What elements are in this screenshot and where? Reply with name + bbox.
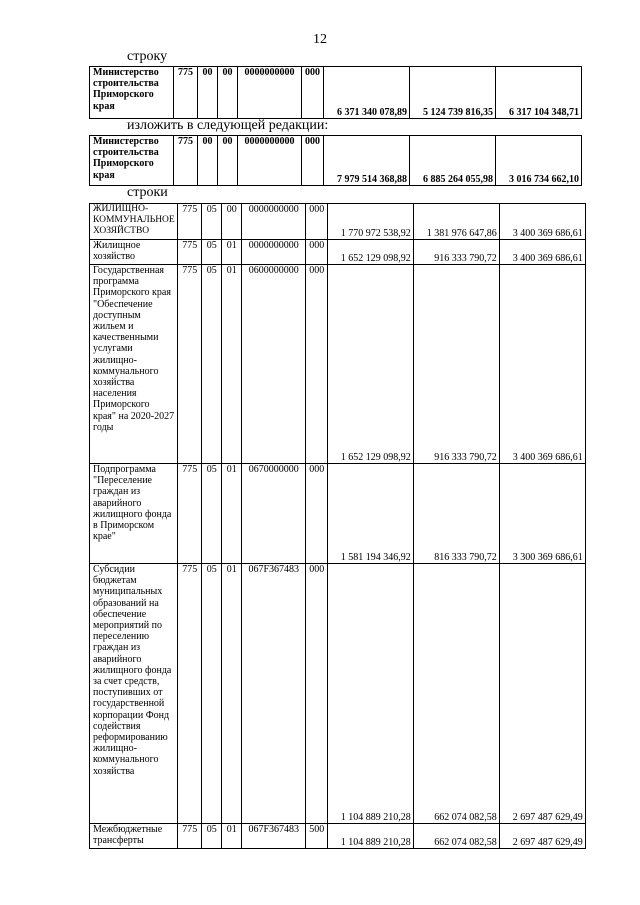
cell-c1: 775 — [177, 564, 201, 824]
table-new — [89, 135, 582, 186]
cell-c4: 0000000000 — [238, 67, 302, 119]
cell-c1: 775 — [177, 824, 201, 849]
cell-c1: 775 — [177, 204, 201, 240]
cell-c1: 775 — [174, 67, 198, 119]
cell-v2: 5 124 739 816,35 — [410, 67, 496, 119]
cell-v1: 1 770 972 538,92 — [327, 204, 413, 240]
table-old — [89, 66, 582, 119]
cell-v3: 3 300 369 686,61 — [499, 464, 585, 564]
table-row — [90, 67, 582, 119]
row-name: Подпрограмма "Переселение граждан из аварийного жилищного фонда в Приморском крае" — [90, 464, 178, 564]
table-row — [90, 824, 586, 849]
table-row — [90, 204, 586, 240]
cell-c4: 0000000000 — [238, 136, 302, 186]
cell-v1: 6 371 340 078,89 — [324, 67, 410, 119]
cell-c5: 000 — [305, 464, 327, 564]
cell-c5: 000 — [305, 265, 327, 464]
cell-c5: 500 — [305, 824, 327, 849]
cell-v3: 3 400 369 686,61 — [499, 265, 585, 464]
cell-c1: 775 — [174, 136, 198, 186]
cell-c4: 0670000000 — [241, 464, 305, 564]
cell-c3: 01 — [221, 464, 241, 564]
cell-c4: 0600000000 — [241, 265, 305, 464]
cell-v2: 662 074 082,58 — [413, 824, 499, 849]
cell-c3: 01 — [221, 240, 241, 265]
cell-c2: 05 — [201, 464, 221, 564]
row-name: Министерство строительства Приморского края — [90, 67, 174, 119]
cell-c1: 775 — [177, 240, 201, 265]
cell-v2: 816 333 790,72 — [413, 464, 499, 564]
page-number: 12 — [313, 32, 327, 47]
label-stroku: строку — [127, 49, 168, 64]
row-name: Министерство строительства Приморского края — [90, 136, 174, 186]
cell-v2: 6 885 264 055,98 — [410, 136, 496, 186]
cell-v1: 7 979 514 368,88 — [324, 136, 410, 186]
cell-v3: 3 400 369 686,61 — [499, 204, 585, 240]
cell-c3: 00 — [221, 204, 241, 240]
cell-v2: 916 333 790,72 — [413, 240, 499, 265]
cell-c4: 0000000000 — [241, 240, 305, 265]
cell-v1: 1 652 129 098,92 — [327, 265, 413, 464]
cell-c3: 01 — [221, 265, 241, 464]
cell-c2: 05 — [201, 564, 221, 824]
row-name: Жилищное хозяйство — [90, 240, 178, 265]
cell-c5: 000 — [302, 136, 324, 186]
cell-v2: 1 381 976 647,86 — [413, 204, 499, 240]
cell-c2: 05 — [201, 824, 221, 849]
cell-c1: 775 — [177, 265, 201, 464]
cell-c4: 067F367483 — [241, 564, 305, 824]
cell-v3: 3 400 369 686,61 — [499, 240, 585, 265]
row-name: Государственная программа Приморского края "Обеспечение доступным жильем и качественными услугами жилищно-коммунального хозяйства населения Приморского края" на 2020-2027 годы — [90, 265, 178, 464]
cell-c4: 067F367483 — [241, 824, 305, 849]
row-name: Субсидии бюджетам муниципальных образований на обеспечение мероприятий по переселению граждан из аварийного жилищного фонда за счет средств, поступивших от государственной корпорации Фонд содействия реформированию жилищно-коммунального хозяйства — [90, 564, 178, 824]
table-row — [90, 240, 586, 265]
row-name: Межбюджетные трансферты — [90, 824, 178, 849]
cell-v1: 1 581 194 346,92 — [327, 464, 413, 564]
cell-v3: 2 697 487 629,49 — [499, 824, 585, 849]
cell-c2: 00 — [198, 136, 218, 186]
cell-c2: 00 — [198, 67, 218, 119]
cell-c2: 05 — [201, 240, 221, 265]
cell-v2: 662 074 082,58 — [413, 564, 499, 824]
cell-v3: 6 317 104 348,71 — [496, 67, 582, 119]
cell-c5: 000 — [305, 204, 327, 240]
cell-c3: 00 — [218, 136, 238, 186]
row-name: ЖИЛИЩНО-КОММУНАЛЬНОЕ ХОЗЯЙСТВО — [90, 204, 178, 240]
table-row — [90, 136, 582, 186]
cell-c4: 0000000000 — [241, 204, 305, 240]
table-row — [90, 464, 586, 564]
cell-v1: 1 104 889 210,28 — [327, 824, 413, 849]
cell-v1: 1 104 889 210,28 — [327, 564, 413, 824]
cell-c5: 000 — [305, 240, 327, 265]
cell-v2: 916 333 790,72 — [413, 265, 499, 464]
table-row — [90, 564, 586, 824]
table-row — [90, 265, 586, 464]
cell-c3: 00 — [218, 67, 238, 119]
cell-v3: 3 016 734 662,10 — [496, 136, 582, 186]
cell-c5: 000 — [305, 564, 327, 824]
cell-c1: 775 — [177, 464, 201, 564]
cell-c5: 000 — [302, 67, 324, 119]
cell-c2: 05 — [201, 204, 221, 240]
cell-v3: 2 697 487 629,49 — [499, 564, 585, 824]
cell-c3: 01 — [221, 564, 241, 824]
label-izlozhit: изложить в следующей редакции: — [127, 118, 329, 133]
cell-v1: 1 652 129 098,92 — [327, 240, 413, 265]
cell-c2: 05 — [201, 265, 221, 464]
label-stroki: строки — [127, 185, 168, 200]
table-main — [89, 203, 586, 849]
cell-c3: 01 — [221, 824, 241, 849]
